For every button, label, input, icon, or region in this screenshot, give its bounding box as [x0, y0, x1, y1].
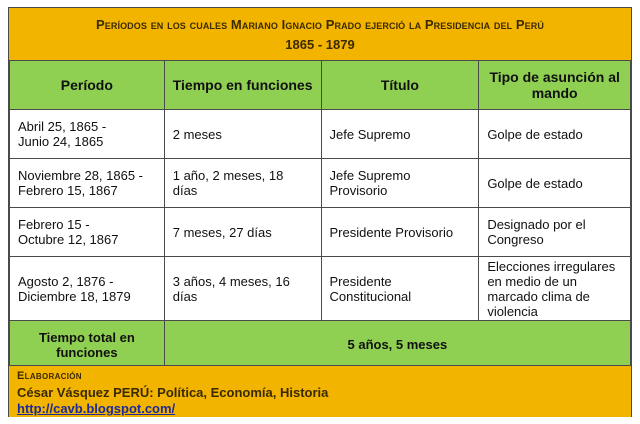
- credits-author: César Vásquez PERÚ: Política, Economía, Historia: [17, 385, 329, 400]
- cell-periodo: Agosto 2, 1876 - Diciembre 18, 1879: [10, 257, 165, 321]
- cell-periodo: Noviembre 28, 1865 - Febrero 15, 1867: [10, 159, 165, 208]
- credits-footer: [9, 365, 631, 417]
- document-frame: [8, 7, 632, 417]
- cell-titulo: Presidente Constitucional: [321, 257, 479, 321]
- credits-label: Elaboración: [17, 370, 82, 382]
- total-value: 5 años, 5 meses: [164, 321, 630, 369]
- cell-periodo: Abril 25, 1865 - Junio 24, 1865: [10, 110, 165, 159]
- cell-tipo: Golpe de estado: [479, 110, 631, 159]
- header-titulo: Título: [321, 61, 479, 110]
- header-tiempo: Tiempo en funciones: [164, 61, 321, 110]
- table-row: [10, 159, 631, 208]
- cell-tipo: Designado por el Congreso: [479, 208, 631, 257]
- cell-titulo: Jefe Supremo Provisorio: [321, 159, 479, 208]
- blog-link[interactable]: http://cavb.blogspot.com/: [17, 401, 176, 416]
- document-subtitle-years: 1865 - 1879: [285, 37, 355, 52]
- cell-titulo: Presidente Provisorio: [321, 208, 479, 257]
- presidency-periods-table: [9, 60, 631, 369]
- total-label: Tiempo total en funciones: [10, 321, 165, 369]
- document-title: Períodos en los cuales Mariano Ignacio Prado ejerció la Presidencia del Perú: [96, 17, 544, 32]
- cell-periodo: Febrero 15 - Octubre 12, 1867: [10, 208, 165, 257]
- table-header-row: [10, 61, 631, 110]
- total-row: [10, 321, 631, 369]
- cell-titulo: Jefe Supremo: [321, 110, 479, 159]
- header-periodo: Período: [10, 61, 165, 110]
- cell-tiempo: 7 meses, 27 días: [164, 208, 321, 257]
- title-band: [9, 8, 631, 61]
- table-row: [10, 110, 631, 159]
- cell-tipo: Golpe de estado: [479, 159, 631, 208]
- table-row: [10, 208, 631, 257]
- cell-tipo: Elecciones irregulares en medio de un marcado clima de violencia: [479, 257, 631, 321]
- cell-tiempo: 2 meses: [164, 110, 321, 159]
- cell-tiempo: 3 años, 4 meses, 16 días: [164, 257, 321, 321]
- table-row: [10, 257, 631, 321]
- cell-tiempo: 1 año, 2 meses, 18 días: [164, 159, 321, 208]
- header-tipo-asuncion: Tipo de asunción al mando: [479, 61, 631, 110]
